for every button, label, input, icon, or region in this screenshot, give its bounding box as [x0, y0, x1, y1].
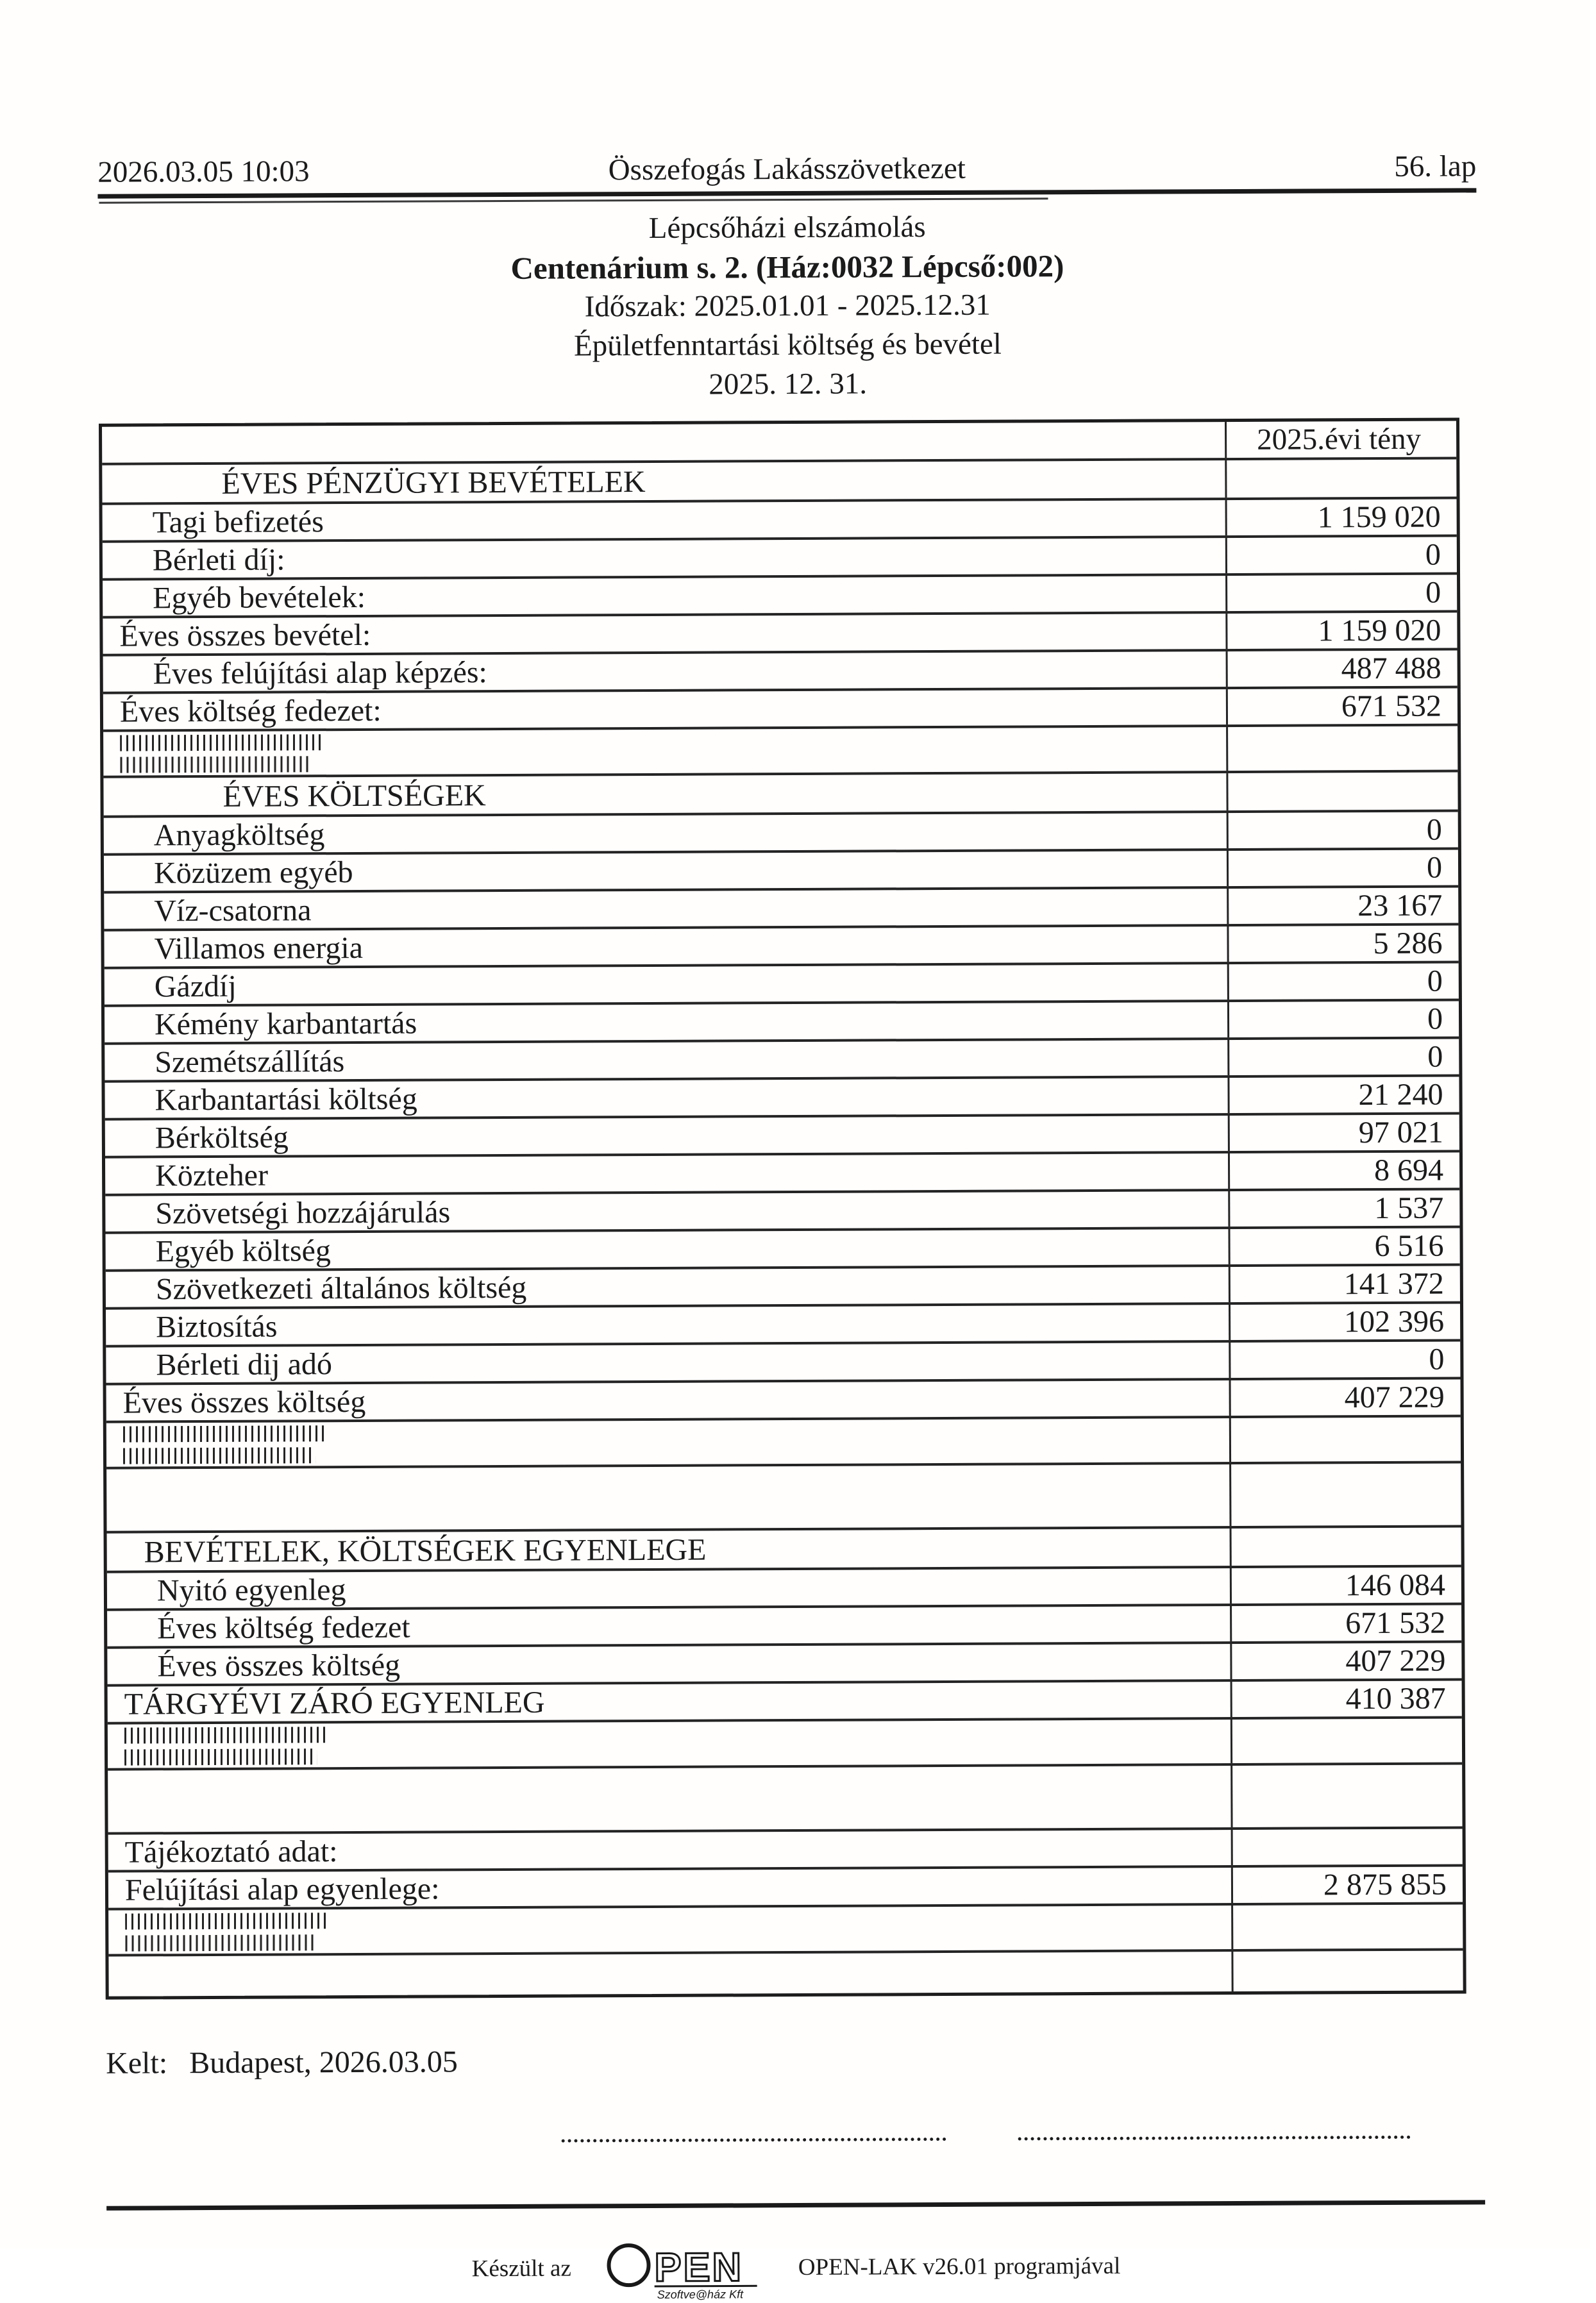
- issued-label: Kelt:: [106, 2046, 168, 2081]
- table-row-subsection: [107, 1527, 1461, 1573]
- report-period: Időszak: 2025.01.01 - 2025.12.31: [584, 288, 991, 324]
- row-label: Nyitó egyenleg: [156, 1573, 346, 1608]
- report-as-of-date: 2025. 12. 31.: [709, 367, 868, 401]
- table-row-item: [105, 1039, 1459, 1082]
- row-label: Egyéb bevételek:: [153, 580, 366, 616]
- table-row-total: [108, 1829, 1463, 1872]
- row-label: Éves költség fedezet: [157, 1610, 410, 1646]
- table-row-item: [106, 1228, 1460, 1271]
- report-type-title: Lépcsőházi elszámolás: [648, 210, 926, 245]
- table-row-item: [107, 1643, 1461, 1686]
- row-value: 0: [1227, 850, 1458, 886]
- row-value: [1231, 1764, 1462, 1827]
- table-row-hash: [103, 726, 1457, 778]
- row-label: Villamos energia: [154, 930, 364, 966]
- table-row-item: [104, 925, 1458, 969]
- signature-row: [106, 2131, 1485, 2144]
- row-label: Éves felújítási alap képzés:: [153, 655, 487, 691]
- running-header: [97, 149, 1476, 188]
- table-row-item: [105, 1190, 1459, 1234]
- table-row-item: [106, 1266, 1460, 1309]
- table-row-item: [103, 537, 1457, 580]
- row-label: Egyéb költség: [155, 1234, 332, 1269]
- row-value: 0: [1225, 574, 1457, 611]
- row-value: 0: [1225, 537, 1457, 573]
- row-value: 671 532: [1226, 688, 1457, 724]
- table-row-item: [107, 1605, 1461, 1648]
- row-value: 1 537: [1228, 1190, 1459, 1227]
- row-value: 6 516: [1228, 1228, 1459, 1264]
- row-value: 0: [1227, 1001, 1459, 1037]
- row-label: [108, 1766, 1231, 1832]
- table-row-hash: [108, 1904, 1463, 1956]
- row-value: 671 532: [1230, 1605, 1461, 1641]
- table-row-item: [106, 1303, 1460, 1347]
- table-row-item: [104, 812, 1458, 855]
- hash-fill: [106, 1418, 1229, 1467]
- hash-stripe: [123, 1425, 324, 1442]
- row-label: Szemétszállítás: [155, 1044, 345, 1080]
- row-value: 2 875 855: [1231, 1866, 1463, 1903]
- table-row-empty: [108, 1764, 1462, 1834]
- row-label: Gázdíj: [154, 969, 237, 1004]
- table-row-item: [104, 887, 1458, 931]
- row-value: 407 229: [1229, 1379, 1461, 1416]
- row-value: [1226, 772, 1457, 810]
- logo-company-name: Szoftve@ház Kft: [657, 2288, 744, 2301]
- row-label: Tagi befizetés: [152, 505, 324, 540]
- issued-line: [106, 2039, 1486, 2081]
- row-value: 97 021: [1228, 1114, 1459, 1151]
- row-value: [1231, 1829, 1463, 1865]
- hash-stripe: [123, 1447, 315, 1464]
- row-label: Közüzem egyéb: [153, 855, 353, 891]
- row-label: Karbantartási költség: [155, 1082, 417, 1118]
- row-label: Felújítási alap egyenlege:: [124, 1872, 440, 1907]
- table-row-total: [108, 1866, 1463, 1910]
- row-value: [1230, 1527, 1461, 1566]
- row-value: [1226, 726, 1457, 771]
- row-label: Közteher: [155, 1158, 269, 1193]
- table-row-empty: [106, 1463, 1461, 1533]
- hash-stripe: [120, 734, 321, 751]
- table-row-empty: [108, 1950, 1463, 1996]
- report-subject-title: Centenárium s. 2. (Ház:0032 Lépcső:002): [510, 248, 1064, 286]
- table-row-total: [108, 1680, 1462, 1724]
- page-number: 56. lap: [1394, 149, 1477, 183]
- hash-fill: [103, 727, 1226, 776]
- row-label: Biztosítás: [156, 1309, 278, 1344]
- hash-stripe: [125, 1934, 317, 1951]
- table-row-item: [106, 1341, 1460, 1385]
- hash-stripe: [124, 1748, 317, 1765]
- signature-line-1: [562, 2134, 946, 2143]
- table-row-item: [105, 1076, 1459, 1120]
- row-value: [1229, 1463, 1461, 1526]
- logo-pen-letters: PEN: [654, 2245, 744, 2290]
- open-logo: [605, 2234, 765, 2300]
- hash-stripe: [125, 1913, 326, 1929]
- report-table: [99, 417, 1466, 1999]
- table-row-item: [107, 1567, 1461, 1611]
- table-row-item: [105, 963, 1459, 1007]
- row-label: BEVÉTELEK, KÖLTSÉGEK EGYENLEGE: [144, 1532, 707, 1569]
- row-value: 0: [1227, 963, 1459, 1000]
- hash-fill: [108, 1905, 1231, 1954]
- row-value: 141 372: [1229, 1266, 1460, 1302]
- row-value: [1229, 1417, 1461, 1462]
- table-row-hash: [106, 1417, 1461, 1469]
- row-value: [1231, 1904, 1463, 1949]
- row-value: [1225, 459, 1456, 498]
- row-label: Éves költség fedezet:: [119, 693, 382, 729]
- title-block: [98, 205, 1477, 406]
- row-label: Kémény karbantartás: [154, 1006, 417, 1042]
- row-label: Tájékoztató adat:: [124, 1834, 338, 1870]
- table-row-hash: [108, 1718, 1462, 1770]
- row-label: Bérleti dij adó: [156, 1347, 333, 1382]
- row-label: Éves összes bevétel:: [119, 617, 371, 653]
- row-label: Bérköltség: [155, 1120, 289, 1155]
- logo-o-circle: [609, 2245, 649, 2285]
- row-value: 23 167: [1227, 887, 1458, 924]
- table-row-section: [103, 772, 1457, 817]
- table-row-section: [102, 459, 1456, 505]
- row-value: 1 159 020: [1225, 499, 1457, 535]
- table-row-item: [103, 574, 1457, 618]
- row-value: 8 694: [1228, 1152, 1459, 1189]
- table-row-total: [103, 612, 1457, 656]
- credit-suffix: OPEN-LAK v26.01 programjával: [798, 2252, 1121, 2281]
- table-row-item: [105, 1001, 1459, 1044]
- row-label: [108, 1952, 1231, 1997]
- row-label: Éves összes költség: [157, 1648, 401, 1684]
- credit-prefix: Készült az: [471, 2255, 571, 2282]
- row-value: [1231, 1718, 1462, 1763]
- row-value: 407 229: [1230, 1643, 1461, 1679]
- row-label: Szövetségi hozzájárulás: [155, 1195, 451, 1231]
- table-row-colhead: [102, 421, 1456, 465]
- row-value: 0: [1229, 1341, 1460, 1378]
- row-label: ÉVES KÖLTSÉGEK: [223, 778, 486, 814]
- row-label: Anyagköltség: [153, 817, 325, 853]
- organization-name: Összefogás Lakásszövetkezet: [608, 151, 966, 187]
- row-label: [102, 422, 1225, 463]
- row-value: [1231, 1950, 1463, 1991]
- row-value: 487 488: [1226, 650, 1457, 687]
- table-row-item: [105, 1152, 1459, 1196]
- row-label: TÁRGYÉVI ZÁRÓ EGYENLEG: [124, 1685, 545, 1721]
- row-value: 1 159 020: [1225, 612, 1457, 649]
- row-label: Bérleti díj:: [152, 542, 285, 578]
- hash-stripe: [124, 1727, 326, 1743]
- row-label: ÉVES PÉNZÜGYI BEVÉTELEK: [221, 464, 646, 501]
- row-value: 0: [1227, 1039, 1459, 1075]
- table-row-item: [105, 1114, 1459, 1158]
- row-label: [106, 1464, 1229, 1531]
- hash-stripe: [120, 756, 312, 773]
- table-row-item: [103, 499, 1457, 542]
- row-value: 146 084: [1230, 1567, 1461, 1604]
- report-subtitle: Épületfenntartási költség és bevétel: [573, 327, 1002, 363]
- signature-line-2: [1018, 2132, 1411, 2141]
- row-label: Víz-csatorna: [154, 893, 312, 928]
- value-column-header: 2025.évi tény: [1225, 421, 1456, 458]
- credit-line: [106, 2231, 1485, 2302]
- footer-rule: [106, 2200, 1485, 2210]
- print-timestamp: 2026.03.05 10:03: [97, 155, 310, 189]
- row-value: 5 286: [1227, 925, 1458, 962]
- table-row-total: [103, 688, 1457, 732]
- table-row-item: [103, 650, 1457, 694]
- row-value: 102 396: [1229, 1303, 1460, 1340]
- row-value: 21 240: [1227, 1076, 1459, 1113]
- issued-place-date: Budapest, 2026.03.05: [189, 2045, 458, 2081]
- row-value: 410 387: [1231, 1680, 1462, 1717]
- header-rule: [97, 188, 1476, 198]
- row-label: Szövetkezeti általános költség: [155, 1270, 527, 1307]
- table-row-total: [106, 1379, 1461, 1423]
- hash-fill: [108, 1720, 1231, 1768]
- row-label: Éves összes költség: [122, 1384, 366, 1420]
- table-row-item: [104, 850, 1458, 893]
- row-value: 0: [1227, 812, 1458, 848]
